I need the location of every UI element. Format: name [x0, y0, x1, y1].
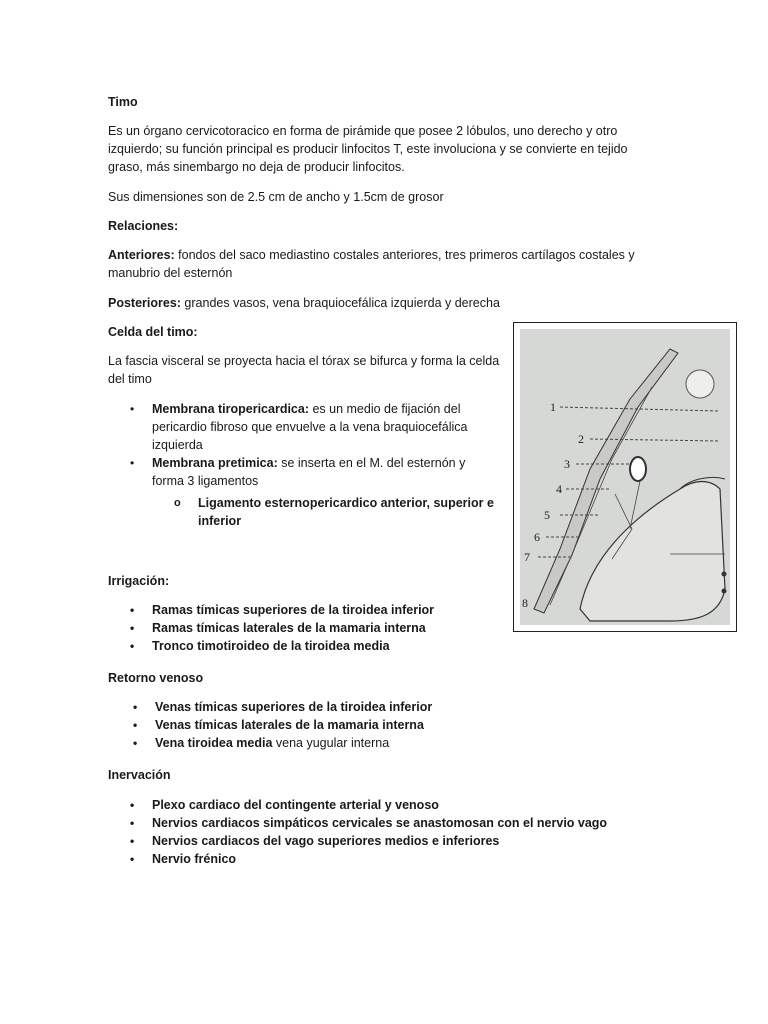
item-text: es un medio de fijación del pericardio fibroso que envuelve a la vena braquiocefálica izquierda	[152, 402, 468, 452]
inervacion-list	[108, 796, 628, 868]
anteriores-label: Anteriores:	[108, 248, 175, 262]
list-item: o Ligamento esternopericardico anterior, superior e inferior	[174, 494, 494, 530]
anteriores-paragraph	[108, 246, 643, 282]
figure-label: 1	[550, 400, 556, 414]
list-item: • Venas tímicas laterales de la mamaria interna	[111, 716, 511, 734]
posteriores-paragraph	[108, 294, 500, 312]
list-item	[108, 454, 493, 490]
intro-paragraph: Es un órgano cervicotoracico en forma de pirámide que posee 2 lóbulos, uno derecho y otro izquierdo; su función principal es producir linfocitos T, este involuciona y se convierte en tejido graso, más sinembargo no deja de producir linfocitos.	[108, 124, 628, 174]
posteriores-text: grandes vasos, vena braquiocefálica izquierda y derecha	[180, 296, 500, 310]
list-item: • Venas tímicas superiores de la tiroidea inferior	[111, 698, 511, 716]
anatomy-illustration	[520, 329, 730, 625]
list-item	[108, 400, 493, 454]
irrigacion-list	[108, 601, 508, 655]
figure-label: 8	[522, 596, 528, 610]
page-title: Timo	[108, 95, 138, 109]
celda-paragraph: La fascia visceral se proyecta hacia el tórax se bifurca y forma la celda del timo	[108, 354, 500, 386]
irrigacion-heading: Irrigación:	[108, 574, 170, 588]
list-item: • Plexo cardiaco del contingente arterial y venoso	[108, 796, 628, 814]
relaciones-heading: Relaciones:	[108, 219, 179, 233]
figure-label: 5	[544, 508, 550, 522]
item-label: Membrana pretimica:	[152, 456, 278, 470]
celda-list	[108, 400, 493, 490]
list-item: • Nervios cardiacos simpáticos cervicales se anastomosan con el nervio vago	[108, 814, 628, 832]
inervacion-heading: Inervación	[108, 768, 171, 782]
list-item: • Nervios cardiacos del vago superiores medios e inferiores	[108, 832, 628, 850]
figure-label: 4	[556, 482, 562, 496]
figure-label: 6	[534, 530, 540, 544]
list-item	[111, 734, 511, 752]
item-text: se inserta en el M. del esternón y forma 3 ligamentos	[152, 456, 466, 488]
dimensions-paragraph: Sus dimensiones son de 2.5 cm de ancho y 1.5cm de grosor	[108, 190, 444, 204]
anteriores-text: fondos del saco mediastino costales anteriores, tres primeros cartílagos costales y manubrio del esternón	[108, 248, 635, 280]
list-item: • Ramas tímicas laterales de la mamaria interna	[108, 619, 508, 637]
figure-label: 2	[578, 432, 584, 446]
retorno-list	[111, 698, 511, 752]
list-item: • Tronco timotiroideo de la tiroidea media	[108, 637, 508, 655]
retorno-heading: Retorno venoso	[108, 671, 204, 685]
item-label: Membrana tiropericardica:	[152, 402, 309, 416]
figure-label: 3	[564, 457, 570, 471]
celda-sublist	[174, 494, 494, 530]
list-item: • Nervio frénico	[108, 850, 628, 868]
figure-label: 7	[524, 550, 530, 564]
item-text: vena yugular interna	[272, 736, 390, 750]
item-label: Vena tiroidea media	[155, 736, 273, 750]
posteriores-label: Posteriores:	[108, 296, 181, 310]
list-item: • Ramas tímicas superiores de la tiroidea inferior	[108, 601, 508, 619]
thymus-anatomy-figure	[513, 322, 737, 632]
celda-heading: Celda del timo:	[108, 325, 198, 339]
